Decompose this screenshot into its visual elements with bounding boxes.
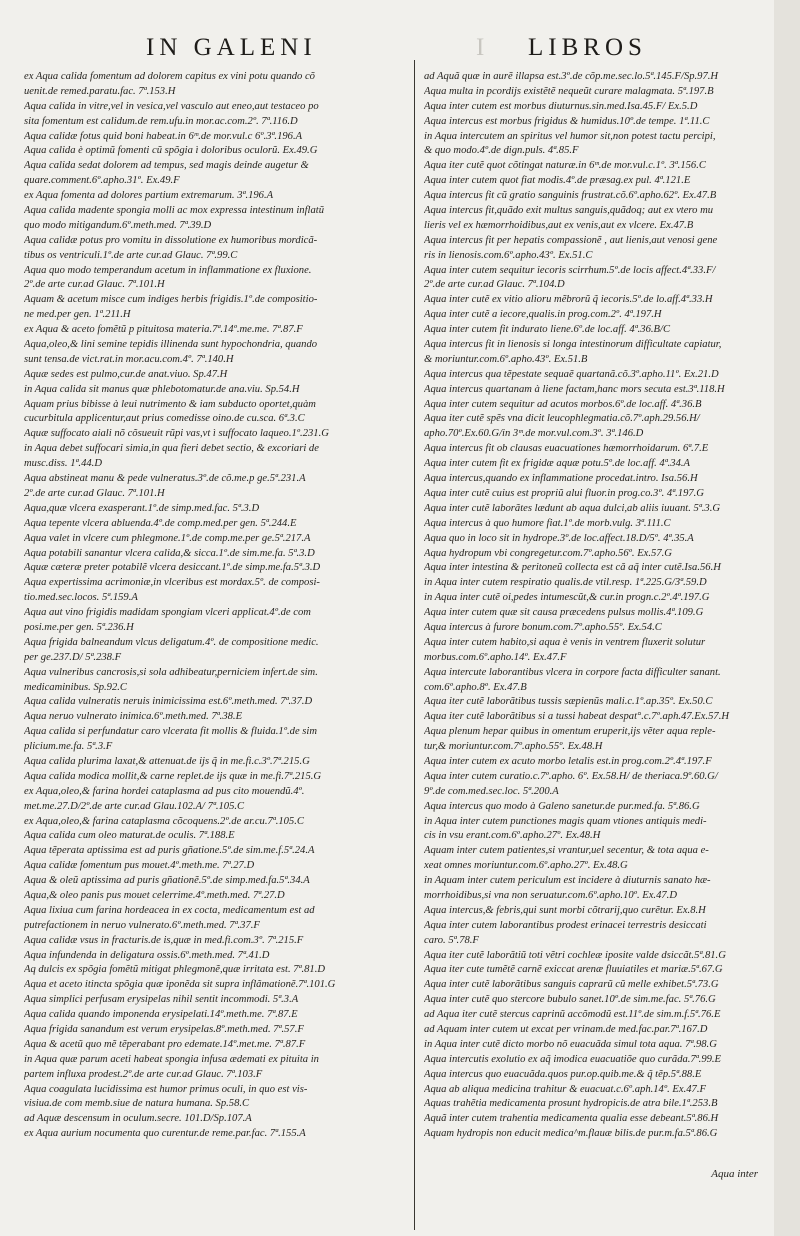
running-header [0,34,800,70]
index-entry-line: in Aqua debet suffocari simia,in qua fieri debet sectio, & excoriari de [24,443,319,455]
index-entry-line: & quo modo.4º.de dign.puls. 4ª.85.F [424,145,579,157]
index-entry-line: Aqua intercus,quando ex inflammatione procedat.intro. Isa.56.H [424,473,698,485]
index-entry-line: uenit.de remed.paratu.fac. 7ª.153.H [24,85,176,97]
index-entry-line: Aqua infundenda in deligatura ossis.6º.meth.med. 7ª.41.D [24,949,270,961]
index-entry-line: tio.med.sec.locos. 5ª.159.A [24,592,138,604]
index-entry-line: in Aqua inter cutẽ dicto morbo nõ euacuãda simul tota aqua. 7ª.98.G [424,1038,717,1050]
index-entry-line: ris in lienosis.com.6º.apho.43º. Ex.51.C [424,249,593,261]
index-entry-line: Aqua intercutis exolutio ex aq̃ imodica euacuatiõe quo curãda.7ª.99.E [424,1053,722,1065]
index-entry-line: plicium.me.fa. 5ª.3.F [24,741,113,753]
index-entry-line: Aqua vulneribus cancrosis,si sola adhibeatur,perniciem infert.de sim. [24,666,318,678]
index-entry-line: Aqua plenum hepar quibus in omentum eruperit,ijs vẽter aqua reple- [424,726,716,738]
index-entry-line: sita fomentum est calidum.de rem.ufu.in mor.ac.com.2º. 7ª.116.D [24,115,298,127]
index-entry-line: xeat omnes moriuntur.com.6º.apho.27º. Ex.48.G [424,860,628,872]
index-entry-line: Aqua inter cutem fit ex frigidæ aquæ potu.5º.de loc.aff. 4ª.34.A [424,458,691,470]
left-column [24,70,414,1142]
index-entry-line: Aqua coagulata lucidissima est humor primus oculi, in quo est vis- [24,1083,308,1095]
index-entry-line: Aqua multa in pcordijs existẽtẽ nequeũt curare malagmata. 5ª.197.B [424,85,714,97]
index-entry-line: Aqua inter cutẽ quo stercore bubulo sanet.10º.de sim.me.fac. 5ª.76.G [424,994,716,1006]
index-entry-line: ex Aqua & aceto fomẽtũ p pituitosa materia.7ª.14º.me.me. 7ª.87.F [24,324,303,336]
index-entry-line: 9º.de com.med.sec.loc. 5ª.200.A [424,785,559,797]
index-entry-line: Aquam & acetum misce cum indiges herbis frigidis.1º.de compositio- [24,294,318,306]
index-entry-line: Aqua inter cutem laborantibus prodest erinacei terrestris desiccati [424,919,707,931]
index-entry-line: caro. 5ª.78.F [424,934,479,946]
index-entry-line: in Aqua intercutem an spiritus vel humor sit,non potest tactu percipi, [424,130,716,142]
index-entry-line: posi.me.per gen. 5ª.236.H [24,621,134,633]
index-entry-line: Aqua inter cutẽ cuius est propriũ alui fluor.in prog.co.3º. 4ª.197.G [424,487,704,499]
index-entry-line: in Aquam inter cutem periculum est incidere à diuturnis sanato hæ- [424,875,711,887]
index-entry-line: Aqua calida sedat dolorem ad tempus, sed magis deinde augetur & [24,160,309,172]
index-entry-line: Aqua et aceto itincta spõgia quæ iponẽda sit supra inflãmationẽ.7ª.101.G [24,979,336,991]
index-entry-line: in Aqua inter cutem respiratio qualis.de vtil.resp. 1ª.225.G/3ª.59.D [424,577,707,589]
catchword: Aqua inter [711,1168,758,1180]
index-entry-line: Aqua calidæ vsus in fracturis.de is,quæ in med.fi.com.3º. 7ª.215.F [24,934,304,946]
index-entry-line: Aq dulcis ex spõgia fomẽtũ mitigat phlegmonẽ,quæ irritata est. 7ª.81.D [24,964,325,976]
index-entry-line: Aqua tẽperata aptissima est ad puris gñatione.5º.de sim.me.f.5ª.24.A [24,845,315,857]
index-entry-line: Aqua inter cutem fit indurato liene.6º.de loc.aff. 4ª.36.B/C [424,324,671,336]
index-entry-line: tibus os ventriculi.1º.de arte cur.ad Glauc. 7ª.99.C [24,249,238,261]
index-entry-line: cucurbitula applicentur,aut prius comedisse oino.de cu.sca. 6ª.3.C [24,413,305,425]
index-entry-line: in Aqua quæ parum aceti habeat spongia infusa ædemati ex pituita in [24,1053,319,1065]
index-entry-line: Aqua calidæ fotus quid boni habeat.in 6ᵐ.de mor.vul.c 6º.3ª.196.A [24,130,303,142]
index-entry-line: ex Aqua fomenta ad dolores partium extremarum. 3ª.196.A [24,190,274,202]
index-entry-line: lieris vel ex hæmorrhoidibus,aut ex venis,aut ex vlcere. Ex.47.B [424,219,694,231]
index-entry-line: Aqua iter cutẽ laborãtibus tussis sæpienũs mali.c.1º.ap.35º. Ex.50.C [424,696,713,708]
index-entry-line: Aqua intercus fit cũ gratio sanguinis frustrat.cõ.6º.apho.62º. Ex.47.B [424,190,717,202]
index-entry-line: partem influxa prodest.2º.de arte cur.ad Glauc. 7ª.103.F [24,1068,263,1080]
index-entry-line: Aqua intercus à furore bonum.com.7º.apho.55º. Ex.54.C [424,621,662,633]
index-entry-line: morrhoidibus,si vna non seruatur.com.6º.apho.10º. Ex.47.D [424,889,677,901]
index-entry-line: Aqua frigida balneandum vlcus deligatum.4º. de compositione medic. [24,636,319,648]
index-entry-line: Aqua intercus est morbus frigidus & humidus.10º.de tempe. 1ª.11.C [424,115,710,127]
index-entry-line: ad Aquã quæ in aurẽ illapsa est.3º.de cõp.me.sec.lo.5ª.145.F/Sp.97.H [424,71,719,82]
index-entry-line: Aqua intercus,& febris,qui sunt morbi cõtrarij,quo curẽtur. Ex.8.H [424,904,706,916]
index-entry-line: Aquas trahẽtia medicamenta prosunt hydropicis.de atra bile.1ª.253.B [424,1098,718,1110]
index-entry-line: Aqua iter cutẽ spẽs vna dicit leucophlegmatia.cõ.7º.aph.29.56.H/ [424,413,700,425]
index-entry-line: Aqua inter cutẽ laborãtes lædunt ab aqua dulci,ab aliis iuuant. 5ª.3.G [424,502,721,514]
index-entry-line: Aqua inter cutem quæ sit causa præcedens pulsus mollis.4ª.109.G [424,607,704,619]
index-entry-line: Aqua inter cutẽ ex vitio alioru mẽbrorũ q̃ iecoris.5º.de lo.aff.4ª.33.H [424,294,713,306]
page-edge [774,0,800,1236]
index-entry-line: Aqua calida plurima laxat,& attenuat.de ijs q̃ in me.fi.c.3º.7ª.215.G [24,755,310,767]
index-entry-line: Aqua inter cutem habito,si aqua è venis in ventrem fluxerit solutur [424,636,706,648]
index-entry-line: met.me.27.D/2º.de arte cur.ad Glau.102.A/ 7ª.105.C [24,800,245,812]
index-entry-line: Aqua tepente vlcera abluenda.4º.de comp.med.per gen. 5ª.244.E [24,517,297,529]
index-entry-line: ne med.per gen. 1ª.211.H [24,309,131,321]
index-entry-line: Aqua lixiua cum farina hordeacea in ex cocta, medicamentum est ad [24,904,315,916]
index-entry-line: Aqua potabili sanantur vlcera calida,& sicca.1º.de sim.me.fa. 5ª.3.D [24,547,315,559]
index-entry-line: morbus.com.6º.apho.14º. Ex.47.F [424,651,567,663]
index-entry-line: Aquæ suffocato aiali nõ cõsueuit rũpi vas,vt ì suffocato laqueo.1º.231.G [24,428,329,440]
index-entry-line: Aqua inter cutem quot fiat modis.4º.de præsag.ex pul. 4ª.121.E [424,175,691,187]
index-entry-line: in Aqua inter cutẽ oi,pedes intumescũt,& cur.in progn.c.2º.4ª.197.G [424,592,710,604]
index-entry-line: Aqua calida vulneratis neruis inimicissima est.6º.meth.med. 7ª.37.D [24,696,313,708]
index-entry-line: ex Aqua,oleo,& farina hordei cataplasma ad pus cito mouendũ.4º. [24,785,305,797]
index-entry-line: Aqua calida cum oleo maturat.de oculis. 7ª.188.E [24,830,235,842]
index-entry-line: Aqua inter cutem sequitur ad acutos morbos.6º.de loc.aff. 4ª.36.B [424,398,702,410]
index-entry-line: Aqua inter cutẽ laborãtibus sanguis caprarũ cũ melle exhibet.5ª.73.G [424,979,719,991]
index-entry-line: ex Aqua calida fomentum ad dolorem capitus ex vini potu quando cõ [24,71,315,82]
index-entry-line: Aqua intercus quo modo à Galeno sanetur.de pur.med.fa. 5ª.86.G [424,800,700,812]
index-entry-line: Aquam prius bibisse à leui nutrimento & iam subducto oportet,quàm [24,398,316,410]
header-show-through: I [476,34,488,61]
index-entry-line: Aqua neruo vulnerato inimica.6º.meth.med. 7ª.38.E [24,711,243,723]
index-entry-line: Aqua inter cutem curatio.c.7º.apho. 6º. Ex.58.H/ de theriaca.9º.60.G/ [424,770,718,782]
index-entry-line: Aqua,oleo,& lini semine tepidis illinenda sunt hypochondria, quando [24,339,318,351]
index-entry-line: Aqua & oleũ aptissima ad puris gñationẽ.5º.de simp.med.fa.5ª.34.A [24,875,310,887]
index-entry-line: 2º.de arte cur.ad Glauc. 7ª.104.D [424,279,565,291]
index-entry-line: ex Aqua,oleo,& farina cataplasma cõcoquens.2º.de ar.cu.7ª.105.C [24,815,304,827]
index-entry-line: Aqua frigida sanandum est verum erysipelas.8º.meth.med. 7ª.57.F [24,1024,304,1035]
index-entry-line: musc.diss. 1ª.44.D [24,458,102,470]
index-entry-line: Aqua inter cutem est morbus diuturnus.sin.med.Isa.45.F/ Ex.5.D [424,100,698,112]
index-entry-line: Aqua intercus qua tẽpestate sequaẽ quartanã.cõ.3º.apho.11º. Ex.21.D [424,368,719,380]
index-entry-line: medicaminibus. Sp.92.C [24,681,127,693]
index-entry-line: ad Aquæ descensum in oculum.secre. 101.D/Sp.107.A [24,1113,252,1125]
index-entry-line: Aqua calida madente spongia molli ac mox expressa intestinum inflatũ [24,205,325,217]
index-entry-line: Aqua iter cutẽ laborãtibus si a tussi habeat despat°.c.7º.aph.47.Ex.57.H [424,711,730,723]
index-entry-line: ad Aqua iter cutẽ stercus caprinũ accõmodũ est.11º.de sim.m.f.5ª.76.E [424,1009,721,1021]
header-right: LIBROS [528,34,647,61]
index-entry-line: Aqua calidæ fomentum pus mouet.4º.meth.me. 7ª.27.D [24,860,255,872]
index-entry-line: 2º.de arte cur.ad Glauc. 7ª.101.H [24,487,165,499]
index-entry-line: Aqua iter cute tumẽtẽ carnẽ exiccat arenæ fluuiatiles et mariæ.5ª.67.G [424,964,723,976]
index-entry-line: putrefactionem in neruo vulnerato.6º.meth.med. 7ª.37.F [24,919,260,931]
index-entry-line: Aquæ cæteræ preter potabilẽ vlcera desiccant.1º.de simp.me.fa.5ª.3.D [24,562,321,574]
index-entry-line: ex Aqua aurium nocumenta quo curentur.de reme.par.fac. 7ª.155.A [24,1128,306,1140]
index-entry-line: Aqua calidæ potus pro vomitu in dissolutione ex humoribus mordicã- [24,234,318,246]
index-entry-line: Aqua intercus fit,quãdo exit multus sanguis,quãdoq; aut ex vtero mu [424,205,714,217]
index-entry-line: visiua.de com memb.siue de natura humana. Sp.58.C [24,1098,250,1110]
index-entry-line: Aqua expertissima acrimoniæ,in vlceribus est mordax.5º. de composi- [24,577,320,589]
index-entry-line: Aqua,quæ vlcera exasperant.1º.de simp.med.fac. 5ª.3.D [24,502,260,514]
index-entry-line: quare.comment.6º.apho.31º. Ex.49.F [24,175,180,187]
right-column [424,70,768,1142]
index-entry-line: Aqua intercus à quo humore fiat.1º.de morb.vulg. 3ª.111.C [424,517,671,529]
index-entry-line: Aquã inter cutem trahentia medicamenta qualia esse debeant.5ª.86.H [424,1113,719,1125]
index-entry-line: ad Aquam inter cutem ut excat per vrinam.de med.fac.par.7ª.167.D [424,1024,708,1035]
index-entry-line: apho.70º.Ex.60.G/in 3ᵐ.de mor.vul.com.3º. 3ª.146.D [424,428,644,440]
index-entry-line: Aqua calida si perfundatur caro vlcerata fit mollis & fluida.1º.de sim [24,726,318,738]
index-entry-line: Aqua inter cutem sequitur iecoris scirrhum.5º.de locis affect.4ª.33.F/ [424,264,716,276]
index-entry-line: Aqua inter cutẽ a iecore,qualis.in prog.com.2º. 4ª.197.H [424,309,662,321]
index-entry-line: Aqua intercus fit in lienosis si longa intestinorum difficultate capiatur, [424,339,722,351]
index-entry-line: Aqua quo modo temperandum acetum in inflammatione ex fluxione. [24,264,312,276]
index-entry-line: Aquam inter cutem patientes,si vrantur,uel secentur, & tota aqua e- [424,845,709,857]
index-entry-line: Aqua inter intestina & peritoneũ collecta est că aq̃ inter cutẽ.Isa.56.H [424,562,721,574]
index-entry-line: Aqua calida quando imponenda erysipelati.14º.meth.me. 7ª.87.E [24,1009,298,1021]
index-entry-line: Aqua aut vino frigidis madidam spongiam vlceri applicat.4º.de com [24,607,311,619]
index-entry-line: Aqua simplici perfusam erysipelas nihil sentit incommodi. 5ª.3.A [24,994,299,1006]
index-entry-line: Aqua hydropum vbi congregetur.com.7º.apho.56º. Ex.57.G [424,547,672,559]
index-entry-line: Aqua iter cutẽ quot cõtingat naturæ.in 6ᵐ.de mor.vul.c.1º. 3ª.156.C [424,160,706,172]
header-left: IN GALENI [146,34,317,61]
index-entry-line: Aqua intercute laborantibus vlcera in corpore facta difficulter sanant. [424,666,721,678]
index-entry-line: Aqua intercus quo euacuãda.quos pur.op.quib.me.& q̃ tẽp.5ª.88.E [424,1068,702,1080]
index-entry-line: Aqua quo in loco sit in hydrope.3º.de loc.affect.18.D/5º. 4ª.35.A [424,532,694,544]
index-entry-line: Aquæ sedes est pulmo,cur.de anat.viuo. Sp.47.H [24,368,228,380]
index-entry-line: Aqua abstineat manu & pede vulneratus.3º.de cõ.me.p ge.5ª.231.A [24,473,306,485]
index-entry-line: per ge.237.D/ 5ª.238.F [24,651,122,663]
index-entry-line: tur,& moriuntur.com.7º.apho.55º. Ex.48.H [424,741,603,753]
index-entry-line: Aqua inter cutem ex acuto morbo letalis est.in prog.com.2º.4ª.197.F [424,755,712,767]
index-entry-line: quo modo mitigandum.6º.meth.med. 7ª.39.D [24,219,212,231]
column-divider [414,60,415,1230]
index-entry-line: in Aqua calida sit manus quæ phlebotomatur.de ana.viu. Sp.54.H [24,383,300,395]
index-entry-line: Aqua calida modica mollit,& carne replet.de ijs quæ in me.fi.7ª.215.G [24,770,322,782]
index-entry-line: Aqua ab aliqua medicina trahitur & euacuat.c.6º.aph.14º. Ex.47.F [424,1083,706,1095]
index-entry-line: Aqua & acetũ quo mẽ tẽperabant pro edemate.14º.met.me. 7ª.87.F [24,1038,306,1050]
index-entry-line: & moriuntur.com.6º.apho.43º. Ex.51.B [424,353,588,365]
index-entry-line: Aqua,& oleo panis pus mouet celerrime.4º.meth.med. 7ª.27.D [24,889,285,901]
index-entry-line: Aqua intercus quartanam à liene factam,hanc mors secuta est.3ª.118.H [424,383,725,395]
index-entry-line: Aqua iter cutẽ laborãtiũ toti vẽtri cochleæ iposite valde dsiccãt.5ª.81.G [424,949,726,961]
index-entry-line: Aqua valet in vlcere cum phlegmone.1º.de comp.me.per ge.5ª.217.A [24,532,311,544]
index-entry-line: Aquam hydropis non educit medica^m.flauæ bilis.de pur.m.fa.5ª.86.G [424,1128,718,1140]
index-entry-line: sunt tensa.de vict.rat.in mor.acu.com.4º. 7ª.140.H [24,353,234,365]
index-entry-line: Aqua intercus fit ob clausas euacuationes hæmorrhoidarum. 6ª.7.E [424,443,709,455]
index-entry-line: in Aqua inter cutem punctiones magis quam vtiones antiquis medi- [424,815,707,827]
index-entry-line: cis in vsu erant.com.6º.apho.27º. Ex.48.H [424,830,601,842]
index-entry-line: com.6º.apho.8º. Ex.47.B [424,681,527,693]
index-entry-line: Aqua calida in vitre,vel in vesica,vel vasculo aut eneo,aut testaceo po [24,100,319,112]
index-entry-line: Aqua calida è optimũ fomenti cũ spõgia ì doloribus oculorũ. Ex.49.G [24,145,318,157]
index-entry-line: 2º.de arte cur.ad Glauc. 7ª.101.H [24,279,165,291]
index-entry-line: Aqua intercus fit per hepatis compassionẽ , aut lienis,aut venosi gene [424,234,718,246]
